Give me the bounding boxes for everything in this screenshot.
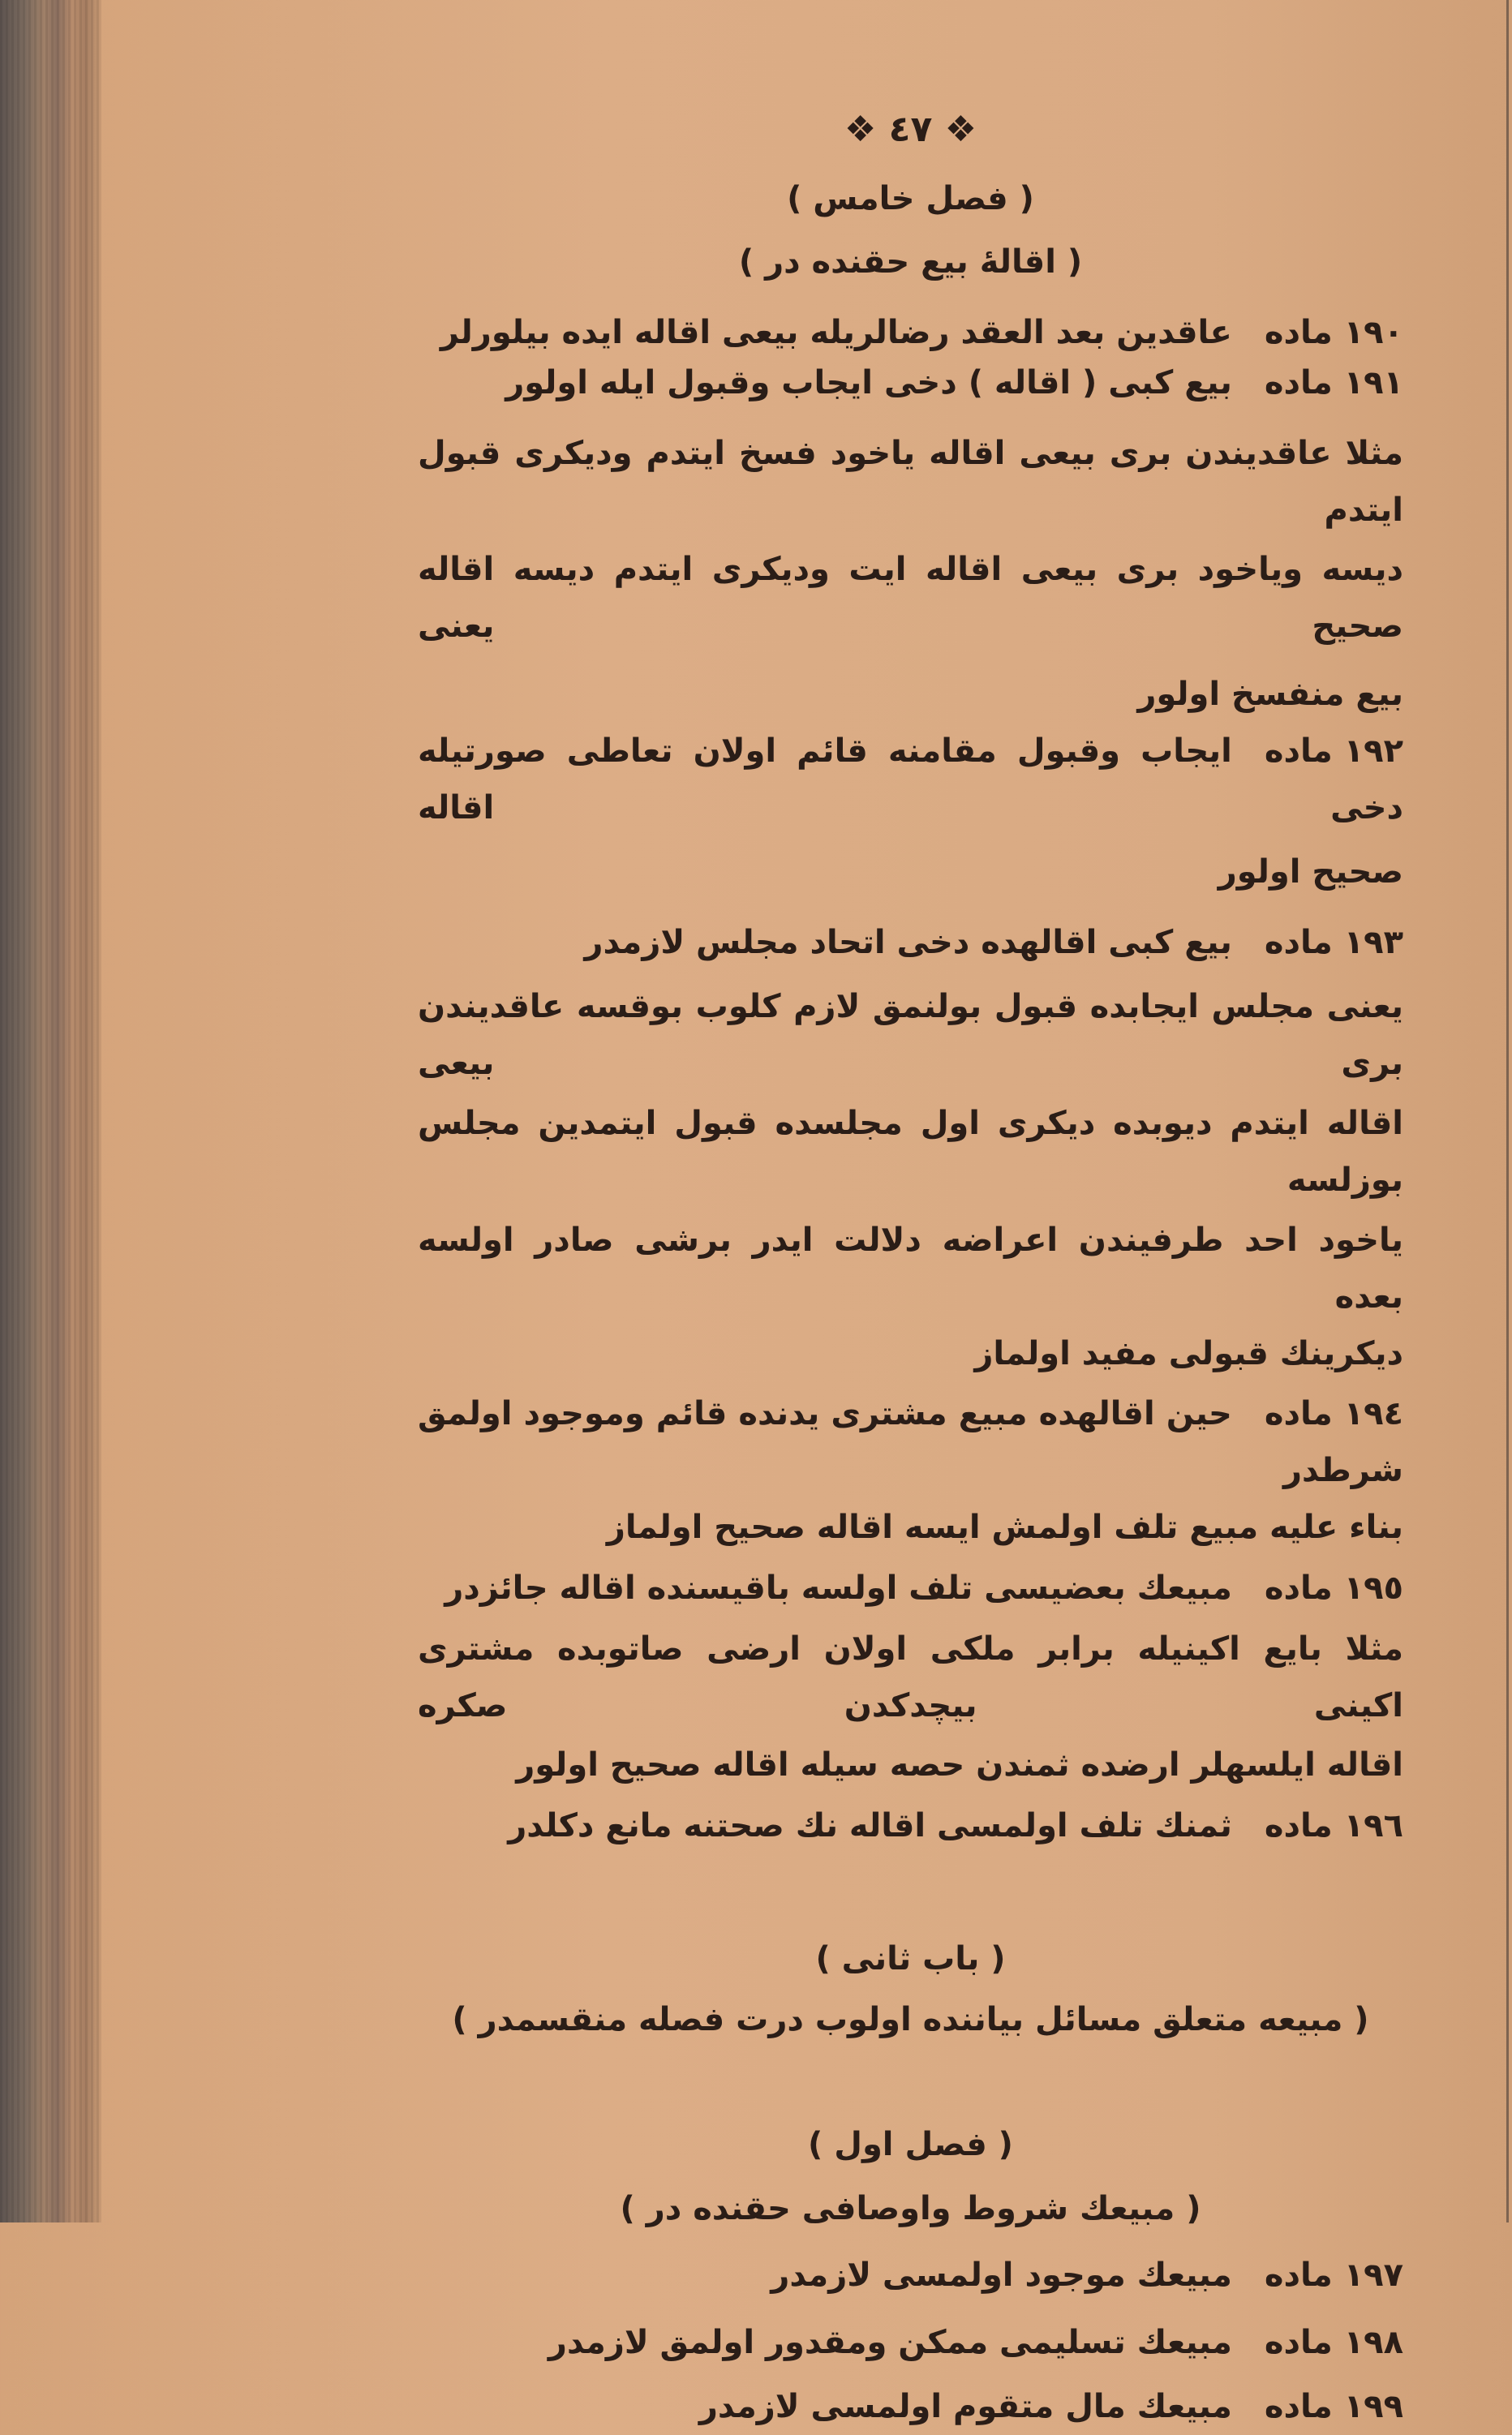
article-number: ١٩٤ ماده — [1264, 1395, 1403, 1432]
chapter-heading: ( فصل اول ) — [808, 2126, 1013, 2163]
text-line: اقاله ايلسهلر ارضده ثمندن حصه سيله اقاله صحيح اولور — [516, 1746, 1403, 1784]
book-subtitle: ( مبيعه متعلق مسائل بياننده اولوب درت فصله منقسمدر ) — [452, 2001, 1369, 2038]
article-text: عاقدين بعد العقد رضالريله بيعى اقاله ايده بيلورلر — [440, 314, 1232, 351]
text-line: ديسه وياخود برى بيعى اقاله ايت وديكرى ايتدم ديسه اقاله صحيح يعنى — [418, 551, 1403, 645]
text-line: يعنى مجلس ايجابده قبول بولنمق لازم كلوب بوقسه عاقديندن برى بيعى — [418, 988, 1403, 1082]
article-text: مبيعك مال متقوم اولمسى لازمدر — [698, 2388, 1232, 2425]
book-heading: ( باب ثانى ) — [815, 1940, 1006, 1978]
article-number: ١٩٦ ماده — [1264, 1807, 1403, 1845]
article-196 — [418, 1797, 1403, 1854]
article-number: ١٩٥ ماده — [1264, 1570, 1403, 1607]
text-line: بيع منفسخ اولور — [1137, 676, 1403, 713]
text-line: بناء عليه مبيع تلف اولمش ايسه اقاله صحيح اولماز — [606, 1509, 1403, 1546]
text-line: اقاله ايتدم ديوبده ديكرى اول مجلسده قبول ايتمدين مجلس بوزلسه — [418, 1105, 1403, 1199]
stacked-page-edges — [0, 0, 101, 2222]
text-line: ياخود احد طرفيندن اعراضه دلالت ايدر برشى صادر اولسه بعده — [418, 1222, 1403, 1316]
article-number: ١٩٣ ماده — [1264, 924, 1403, 961]
article-text: مبيعك موجود اولمسى لازمدر — [771, 2257, 1232, 2294]
article-191 — [418, 354, 1403, 411]
article-number: ١٩٧ ماده — [1264, 2257, 1403, 2294]
article-195 — [418, 1560, 1403, 1617]
article-194 — [418, 1385, 1403, 1499]
article-190 — [418, 304, 1403, 361]
page-border — [1506, 0, 1509, 2222]
text-line: مثلا بايع اكينيله برابر ملكى اولان ارضى صاتوبده مشترى اكينى بيچدكدن صكره — [418, 1630, 1403, 1724]
article-text: حين اقالهده مبيع مشترى يدنده قائم وموجود اولمق شرطدر — [418, 1395, 1403, 1489]
article-number: ١٩٢ ماده — [1264, 732, 1403, 770]
article-text: مبيعك تسليمى ممكن ومقدور اولمق لازمدر — [548, 2324, 1232, 2361]
article-number: ١٩٠ ماده — [1264, 314, 1403, 351]
article-text: ثمنك تلف اولمسى اقاله نك صحتنه مانع دكلدر — [508, 1807, 1232, 1845]
page-number: ❖ ٤٧ ❖ — [844, 109, 977, 150]
article-199 — [418, 2378, 1403, 2435]
chapter-heading: ( فصل خامس ) — [787, 180, 1034, 217]
article-193 — [418, 914, 1403, 971]
article-text: ايجاب وقبول مقامنه قائم اولان تعاطى صورتيله دخى اقاله — [418, 732, 1403, 827]
article-text: مبيعك بعضيسى تلف اولسه باقيسنده اقاله جائزدر — [445, 1570, 1232, 1607]
text-line: ديكرينك قبولى مفيد اولماز — [974, 1335, 1403, 1372]
article-number: ١٩١ ماده — [1264, 364, 1403, 402]
article-number: ١٩٨ ماده — [1264, 2324, 1403, 2361]
text-line: مثلا عاقديندن برى بيعى اقاله ياخود فسخ ايتدم وديكرى قبول ايتدم — [418, 435, 1403, 529]
chapter-subtitle: ( مبيعك شروط واوصافى حقنده در ) — [620, 2190, 1201, 2227]
text-line: صحيح اولور — [1218, 853, 1403, 891]
article-198 — [418, 2314, 1403, 2371]
article-197 — [418, 2247, 1403, 2304]
page-text — [418, 101, 1403, 2435]
article-192 — [418, 723, 1403, 836]
chapter-subtitle: ( اقالهٔ بيع حقنده در ) — [738, 243, 1083, 281]
article-text: بيع كبى ( اقاله ) دخى ايجاب وقبول ايله اولور — [505, 364, 1232, 402]
article-text: بيع كبى اقالهده دخى اتحاد مجلس لازمدر — [584, 924, 1232, 961]
article-number: ١٩٩ ماده — [1264, 2388, 1403, 2425]
